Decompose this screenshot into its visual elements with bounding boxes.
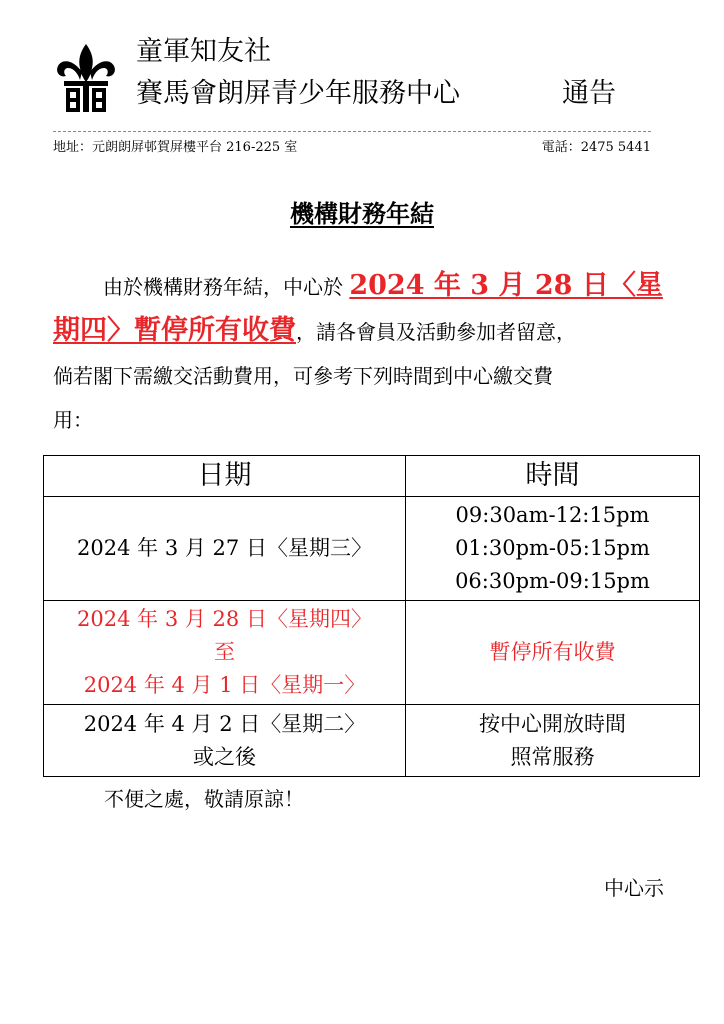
column-header-date: 日期 — [44, 456, 406, 497]
service-cell — [406, 705, 700, 777]
suspension-cell: 暫停所有收費 — [406, 601, 700, 705]
date-to-word: 至 — [214, 640, 235, 664]
organization-name: 童軍知友社 — [136, 36, 271, 67]
table-row — [44, 601, 700, 705]
paragraph-line-4: 用： — [53, 408, 93, 432]
date-cell: 2024 年 3 月 27 日〈星期三〉 — [44, 497, 406, 601]
date-line: 或之後 — [193, 744, 256, 769]
date-cell — [44, 705, 406, 777]
service-line: 照常服務 — [510, 744, 595, 769]
time-slot: 01:30pm-05:15pm — [455, 536, 650, 560]
paragraph-text: ，請各會員及活動參加者留意， — [296, 320, 576, 344]
apology-text: 不便之處，敬請原諒！ — [104, 787, 304, 811]
date-to: 2024 年 4 月 1 日〈星期一〉 — [83, 673, 366, 697]
table-row — [44, 705, 700, 777]
address-text: 地址：元朗朗屏邨賀屏樓平台 216-225 室 — [53, 140, 298, 155]
time-slot: 06:30pm-09:15pm — [455, 569, 650, 593]
fleur-de-lis-scout-emblem-icon — [54, 42, 118, 114]
date-range-cell — [44, 601, 406, 705]
table-row — [44, 497, 700, 601]
paragraph-line-2 — [53, 309, 673, 354]
phone-text: 電話：2475 5441 — [541, 140, 651, 155]
highlight-suspension: 期四〉暫停所有收費 — [53, 315, 296, 346]
notice-label: 通告 — [562, 78, 616, 109]
centre-name: 賽馬會朗屏青少年服務中心 — [136, 78, 460, 109]
time-cell — [406, 497, 700, 601]
time-slot: 09:30am-12:15pm — [455, 503, 650, 527]
paragraph-text: 由於機構財務年結，中心於 — [103, 275, 350, 299]
column-header-time: 時間 — [406, 456, 700, 497]
paragraph-line-1 — [53, 264, 673, 309]
service-line: 按中心開放時間 — [479, 711, 626, 736]
notice-paragraph — [53, 264, 673, 442]
document-title: 機構財務年結 — [290, 199, 434, 228]
signature-text: 中心示 — [604, 876, 664, 900]
table-header-row — [44, 456, 700, 497]
date-line: 2024 年 4 月 2 日〈星期二〉 — [83, 711, 366, 736]
payment-schedule-table — [43, 455, 700, 777]
header-divider — [53, 131, 651, 132]
paragraph-line-3: 倘若閣下需繳交活動費用，可參考下列時間到中心繳交費 — [53, 364, 553, 388]
highlight-date: 2024 年 3 月 28 日〈星 — [349, 270, 663, 301]
date-from: 2024 年 3 月 28 日〈星期四〉 — [77, 607, 372, 631]
